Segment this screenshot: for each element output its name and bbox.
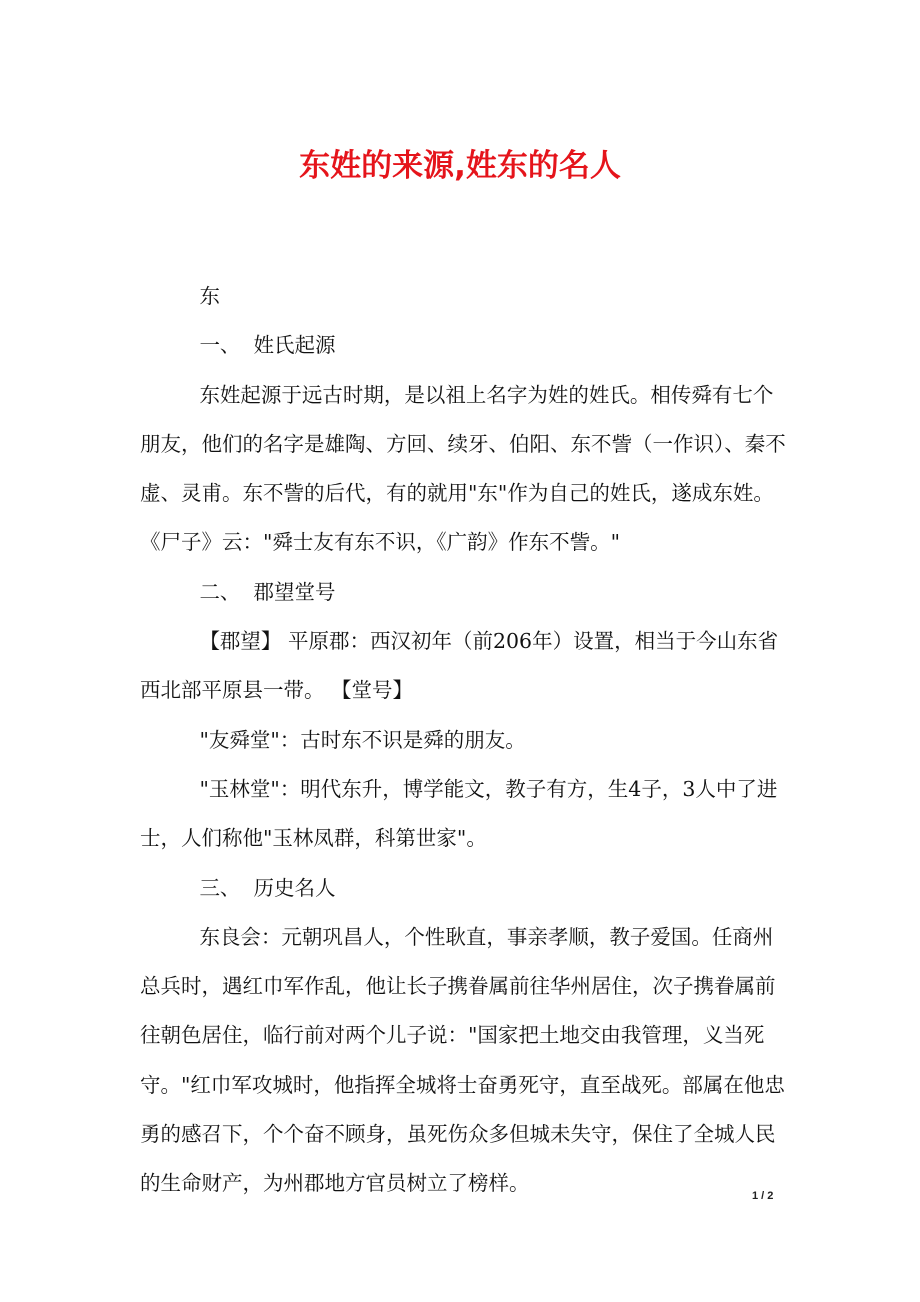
heading-famous-people: 三、 历史名人 (199, 875, 336, 900)
heading-origin: 一、 姓氏起源 (199, 333, 336, 358)
page-number: 1 / 2 (752, 1190, 774, 1202)
paragraph-dong-lianghui: 东良会：元朝巩昌人，个性耿直，事亲孝顺，教子爱国。任商州总兵时，遇红巾军作乱，他让长子携眷属前往华州居住，次子携眷属前往朝色居住，临行前对两个儿子说："国家把土地交由我管理，义当死守。"红巾军攻城时，他指挥全城将士奋勇死守，直至战死。部属在他忠勇的感召下，个个奋不顾身，虽死伤众多但城未失守，保住了全城人民的生命财产，为州郡地方官员树立了榜样。 (140, 924, 785, 1196)
paragraph-origin: 东姓起源于远古时期，是以祖上名字为姓的姓氏。相传舜有七个朋友，他们的名字是雄陶、方回、续牙、伯阳、东不訾（一作识）、秦不虚、灵甫。东不訾的后代，有的就用"东"作为自己的姓氏，遂成东姓。《尸子》云："舜士友有东不识，《广韵》作东不訾。" (140, 382, 786, 555)
paragraph-hall-yulin: "玉林堂"：明代东升，博学能文，教子有方，生4子，3人中了进士，人们称他"玉林凤群，科第世家"。 (140, 776, 778, 851)
paragraph-hall-youshun: "友舜堂"：古时东不识是舜的朋友。 (199, 727, 526, 752)
paragraph-commandery: 【郡望】 平原郡：西汉初年（前206年）设置，相当于今山东省西北部平原县一带。 【堂号】 (140, 629, 779, 703)
heading-commandery: 二、 郡望堂号 (199, 579, 336, 604)
paragraph-surname: 东 (199, 284, 220, 308)
document-body (140, 272, 790, 1209)
document-title: 东姓的来源,姓东的名人 (299, 148, 621, 184)
